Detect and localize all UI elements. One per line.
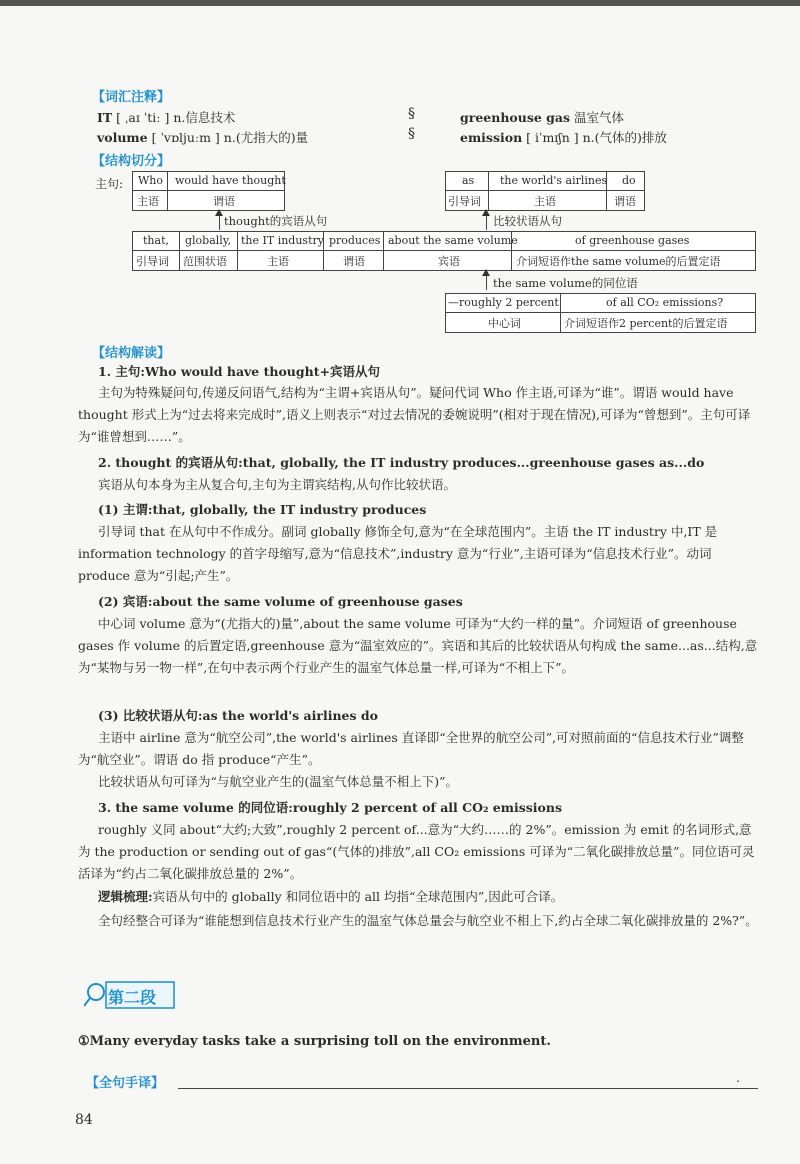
heading-1: 1. 主句:Who would have thought+宾语从句 [98, 364, 380, 379]
row-it: the IT industry [241, 234, 324, 247]
row-of-role: 介词短语作the same volume的后置定语 [516, 255, 721, 268]
main-clause-box [132, 171, 285, 211]
divider-icon: § [408, 126, 415, 142]
main-pred-role: 谓语 [213, 195, 235, 208]
object-clause-box [132, 231, 756, 271]
final-para: 全句经整合可译为“谁能想到信息技术行业产生的温室气体总量会与航空业不相上下,约占全球二氧化碳排放量的 2%?”。 [98, 913, 758, 928]
para-2a: 引导词 that 在从句中不作成分。副词 globally 修饰全句,意为“在全球范围内”。主语 the IT industry 中,IT 是 information technology 的首字母缩写,意为“信息技术”,industry 意为“行业”,主语可译为“信息技术行业”。动词 produce 意为“引起;产生”。 [78, 524, 718, 583]
comp-do: do [622, 174, 636, 187]
section-sentence: ①Many everyday tasks take a surprising toll on the environment. [78, 1034, 551, 1049]
heading-2: 2. thought 的宾语从句:that, globally, the IT industry produces...greenhouse gases as...do [98, 455, 705, 470]
row-about: about the same volume [388, 234, 518, 247]
heading-2c: (3) 比较状语从句:as the world's airlines do [98, 708, 378, 723]
page-number: 84 [75, 1112, 93, 1128]
appositive-box [445, 293, 756, 333]
arrow-up-icon [482, 209, 490, 216]
para-2b: 中心词 volume 意为“(尤指大的)量”,about the same volume 可译为“大约一样的量”。介词短语 of greenhouse gases 作 volume 的后置定语,greenhouse 意为“温室效应的”。宾语和其后的比较状语从句构成 the same...as...结构,意为“某物与另一物一样”,在句中表示两个行业产生的温室气体总量一样,可译为“不相上下”。 [78, 616, 758, 675]
para-2c-2: 比较状语从句可译为“与航空业产生的(温室气体总量不相上下)”。 [98, 774, 459, 789]
appos-label: the same volume的同位语 [493, 276, 638, 290]
para-2c: 主语中 airline 意为“航空公司”,the world's airlines 直译即“全世界的航空公司”,可对照前面的“信息技术行业”调整为“航空业”。谓语 do 指 produce“产生”。 [78, 730, 744, 767]
comp-as: as [462, 174, 475, 187]
structure-header: 【结构切分】 [92, 154, 171, 169]
vocab-volume: volume [ ˈvɒljuːm ] n.(尤指大的)量 [97, 130, 309, 145]
row-globally-role: 范围状语 [183, 255, 227, 268]
vocab-it: IT [ ˌaɪ ˈtiː ] n.信息技术 [97, 110, 236, 125]
comp-subj: the world's airlines [500, 174, 608, 187]
comp-do-role: 谓语 [614, 195, 636, 208]
clause-label: thought的宾语从句 [224, 214, 328, 228]
comp-label: 比较状语从句 [493, 214, 562, 228]
vocab-greenhouse: greenhouse gas 温室气体 [460, 110, 625, 125]
para-2: 宾语从句本身为主从复合句,主句为主谓宾结构,从句作比较状语。 [98, 477, 456, 492]
row-of: of greenhouse gases [575, 234, 690, 247]
row-it-role: 主语 [267, 255, 289, 268]
answer-line[interactable] [178, 1088, 758, 1089]
translate-label: 【全句手译】 [86, 1076, 165, 1091]
dot-mark: . [736, 1070, 740, 1085]
logic-para: 逻辑梳理:宾语从句中的 globally 和同位语中的 all 均指“全球范围内”,因此可合译。 [98, 889, 564, 904]
arrow-up-icon [482, 269, 490, 276]
appos-of: of all CO₂ emissions? [606, 296, 724, 309]
top-rule [0, 0, 800, 6]
vocab-emission: emission [ iˈmɪʃn ] n.(气体的)排放 [460, 130, 667, 145]
analysis-header: 【结构解读】 [92, 346, 171, 361]
heading-2a: (1) 主谓:that, globally, the IT industry produces [98, 502, 427, 517]
main-pred: would have thought [175, 174, 286, 187]
appos-of-role: 介词短语作2 percent的后置定语 [564, 317, 728, 330]
main-who: Who [138, 174, 164, 187]
main-clause-label: 主句: [95, 177, 124, 191]
heading-2b: (2) 宾语:about the same volume of greenhouse gases [98, 594, 463, 609]
section-title: 第二段 [108, 988, 157, 1007]
comp-subj-role: 主语 [534, 195, 556, 208]
heading-3: 3. the same volume 的同位语:roughly 2 percent of all CO₂ emissions [98, 800, 563, 815]
divider-icon: § [408, 106, 415, 122]
appos-rough: —roughly 2 percent [448, 296, 559, 309]
main-who-role: 主语 [137, 195, 159, 208]
appos-rough-role: 中心词 [488, 317, 521, 330]
para-1: 主句为特殊疑问句,传递反问语气,结构为“主谓+宾语从句”。疑问代词 Who 作主语,可译为“谁”。谓语 would have thought 形式上为“过去将来完成时”,语义上则表示“对过去情况的委婉说明”(相对于现在情况),可译为“曾想到”。主句可译为“谁曾想到……”。 [78, 385, 751, 444]
comparative-box [445, 171, 645, 211]
para-3: roughly 义同 about“大约;大致”,roughly 2 percent of...意为“大约……的 2%”。emission 为 emit 的名词形式,意为 the production or sending out of gas“(气体的)排放”,all CO₂ emissions 可译为“二氧化碳排放总量”。同位语可灵活译为“约占二氧化碳排放总量的 2%”。 [78, 822, 755, 881]
comp-as-role: 引导词 [448, 195, 481, 208]
row-that: that, [143, 234, 169, 247]
arrow-up-icon [215, 209, 223, 216]
row-that-role: 引导词 [136, 255, 169, 268]
row-about-role: 宾语 [438, 255, 460, 268]
vocab-header: 【词汇注释】 [92, 90, 171, 105]
row-produces-role: 谓语 [343, 255, 365, 268]
row-globally: globally, [185, 234, 232, 247]
row-produces: produces [329, 234, 381, 247]
